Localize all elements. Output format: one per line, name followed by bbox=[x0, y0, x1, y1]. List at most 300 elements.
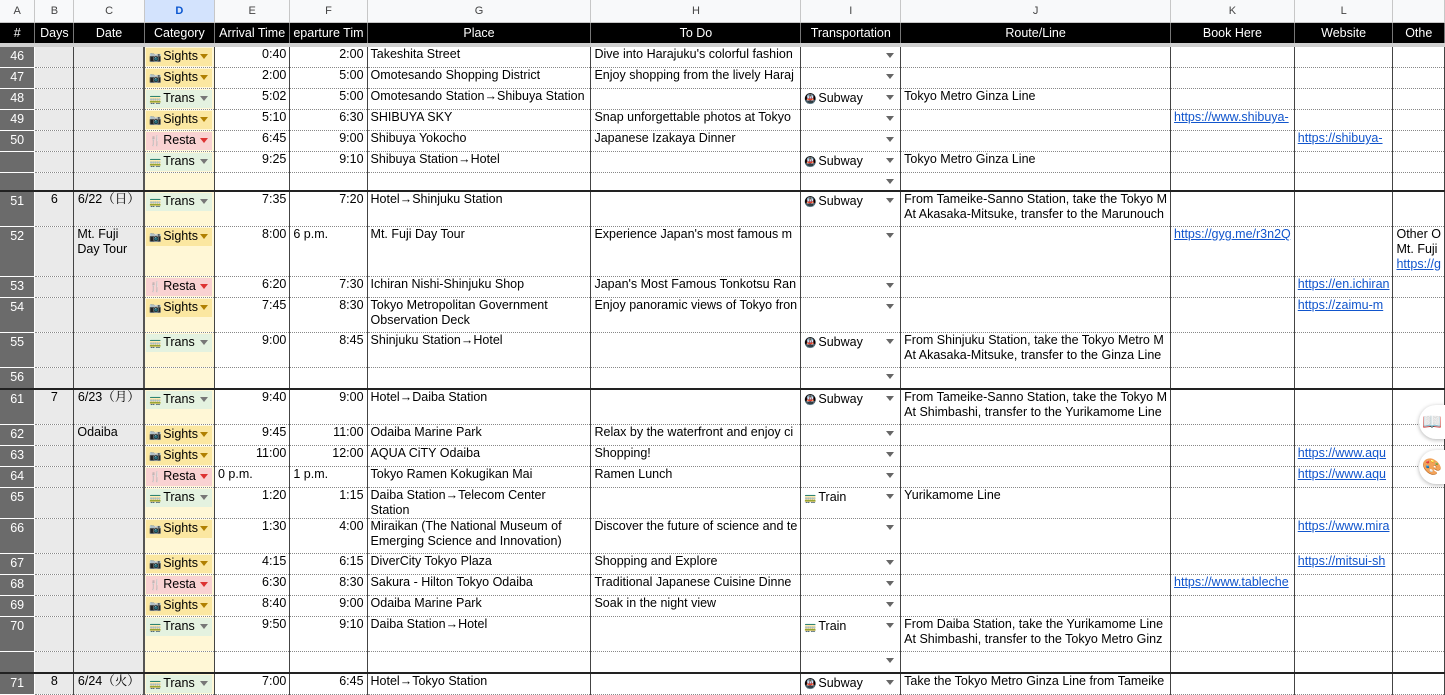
transportation-dropdown[interactable] bbox=[801, 596, 901, 617]
dropdown-arrow-icon[interactable] bbox=[886, 374, 894, 379]
departure-time-cell[interactable]: 9:00 bbox=[290, 389, 367, 425]
route-cell[interactable] bbox=[901, 488, 1171, 519]
other-cell[interactable] bbox=[1393, 110, 1445, 131]
todo-cell[interactable]: Relax by the waterfront and enjoy ci bbox=[591, 425, 801, 446]
category-chip[interactable] bbox=[146, 69, 212, 87]
departure-time-cell[interactable]: 7:20 bbox=[290, 191, 367, 227]
website-cell[interactable] bbox=[1294, 488, 1393, 519]
book-here-cell[interactable] bbox=[1171, 110, 1295, 131]
dropdown-arrow-icon[interactable] bbox=[200, 624, 208, 629]
transportation-dropdown[interactable] bbox=[801, 68, 901, 89]
departure-time-cell[interactable]: 5:00 bbox=[290, 68, 367, 89]
days-cell[interactable] bbox=[35, 446, 74, 467]
empty-cell[interactable] bbox=[367, 368, 591, 390]
category-chip[interactable] bbox=[146, 426, 212, 444]
empty-cell[interactable] bbox=[1393, 368, 1445, 390]
book-here-cell[interactable] bbox=[1171, 45, 1295, 68]
date-cell[interactable]: Mt. Fuji Day Tour bbox=[74, 227, 144, 277]
transportation-dropdown[interactable] bbox=[801, 277, 901, 298]
empty-cell[interactable] bbox=[1294, 652, 1393, 674]
category-dropdown[interactable] bbox=[144, 45, 214, 68]
dropdown-arrow-icon[interactable] bbox=[200, 284, 208, 289]
row-number[interactable]: 49 bbox=[0, 110, 35, 131]
column-header[interactable]: Transportation bbox=[801, 23, 901, 46]
book-here-cell[interactable] bbox=[1171, 425, 1295, 446]
other-cell[interactable] bbox=[1393, 673, 1445, 695]
days-cell[interactable] bbox=[35, 519, 74, 554]
route-cell[interactable] bbox=[901, 191, 1171, 227]
book-here-cell[interactable] bbox=[1171, 89, 1295, 110]
column-letter[interactable]: C bbox=[74, 0, 144, 23]
dropdown-arrow-icon[interactable] bbox=[886, 452, 894, 457]
empty-cell[interactable] bbox=[214, 173, 289, 192]
days-cell[interactable] bbox=[35, 596, 74, 617]
route-cell[interactable] bbox=[901, 110, 1171, 131]
book-here-cell[interactable] bbox=[1171, 152, 1295, 173]
website-link[interactable]: https://www.aqu bbox=[1297, 446, 1387, 460]
dropdown-arrow-icon[interactable] bbox=[886, 53, 894, 58]
todo-cell[interactable] bbox=[591, 617, 801, 652]
date-cell[interactable] bbox=[74, 110, 144, 131]
row-number[interactable]: 65 bbox=[0, 488, 35, 519]
website-cell[interactable] bbox=[1294, 191, 1393, 227]
days-cell[interactable]: 8 bbox=[35, 673, 74, 695]
todo-cell[interactable]: Shopping and Explore bbox=[591, 554, 801, 575]
arrival-time-cell[interactable]: 7:00 bbox=[214, 673, 289, 695]
empty-cell[interactable] bbox=[591, 652, 801, 674]
route-cell[interactable] bbox=[901, 596, 1171, 617]
column-letter[interactable]: J bbox=[901, 0, 1171, 23]
route-cell[interactable] bbox=[901, 673, 1171, 695]
row-number[interactable]: 68 bbox=[0, 575, 35, 596]
dropdown-arrow-icon[interactable] bbox=[886, 494, 894, 499]
category-chip[interactable] bbox=[146, 132, 212, 150]
place-cell[interactable]: Hotel→Tokyo Station bbox=[367, 673, 591, 695]
todo-cell[interactable] bbox=[591, 488, 801, 519]
dropdown-arrow-icon[interactable] bbox=[200, 432, 208, 437]
days-cell[interactable] bbox=[35, 131, 74, 152]
days-cell[interactable] bbox=[35, 368, 74, 390]
empty-cell[interactable] bbox=[1171, 173, 1295, 192]
column-header[interactable]: Days bbox=[35, 23, 74, 46]
category-chip[interactable] bbox=[146, 576, 212, 594]
transportation-dropdown[interactable] bbox=[801, 45, 901, 68]
category-chip[interactable] bbox=[146, 489, 212, 507]
route-cell[interactable] bbox=[901, 152, 1171, 173]
other-cell[interactable] bbox=[1393, 277, 1445, 298]
dropdown-arrow-icon[interactable] bbox=[200, 561, 208, 566]
empty-cell[interactable] bbox=[144, 173, 214, 192]
empty-cell[interactable] bbox=[901, 173, 1171, 192]
book-here-cell[interactable] bbox=[1171, 131, 1295, 152]
website-cell[interactable] bbox=[1294, 89, 1393, 110]
column-letter[interactable]: I bbox=[801, 0, 901, 23]
column-header[interactable]: eparture Tim bbox=[290, 23, 367, 46]
category-dropdown[interactable] bbox=[144, 277, 214, 298]
route-cell[interactable] bbox=[901, 277, 1171, 298]
column-letter[interactable]: H bbox=[591, 0, 801, 23]
empty-cell[interactable] bbox=[367, 652, 591, 674]
website-cell[interactable] bbox=[1294, 333, 1393, 368]
route-cell[interactable] bbox=[901, 575, 1171, 596]
days-cell[interactable] bbox=[35, 575, 74, 596]
departure-time-cell[interactable]: 8:30 bbox=[290, 298, 367, 333]
other-cell[interactable] bbox=[1393, 596, 1445, 617]
empty-cell[interactable] bbox=[1171, 368, 1295, 390]
row-number[interactable]: 67 bbox=[0, 554, 35, 575]
row-number[interactable]: 62 bbox=[0, 425, 35, 446]
website-cell[interactable] bbox=[1294, 425, 1393, 446]
arrival-time-cell[interactable]: 2:00 bbox=[214, 68, 289, 89]
other-cell[interactable] bbox=[1393, 191, 1445, 227]
arrival-time-cell[interactable]: 11:00 bbox=[214, 446, 289, 467]
book-here-cell[interactable] bbox=[1171, 227, 1295, 277]
empty-cell[interactable] bbox=[801, 652, 901, 674]
other-cell[interactable] bbox=[1393, 131, 1445, 152]
website-cell[interactable] bbox=[1294, 519, 1393, 554]
arrival-time-cell[interactable]: 1:30 bbox=[214, 519, 289, 554]
place-cell[interactable]: SHIBUYA SKY bbox=[367, 110, 591, 131]
transportation-dropdown[interactable] bbox=[801, 617, 901, 652]
transportation-dropdown[interactable] bbox=[801, 575, 901, 596]
dropdown-arrow-icon[interactable] bbox=[200, 305, 208, 310]
transportation-dropdown[interactable] bbox=[801, 446, 901, 467]
date-cell[interactable] bbox=[74, 277, 144, 298]
date-cell[interactable] bbox=[74, 333, 144, 368]
category-chip[interactable] bbox=[146, 111, 212, 129]
days-cell[interactable]: 7 bbox=[35, 389, 74, 425]
website-link[interactable]: https://zaimu-m bbox=[1297, 298, 1384, 312]
days-cell[interactable] bbox=[35, 277, 74, 298]
category-dropdown[interactable] bbox=[144, 298, 214, 333]
dropdown-arrow-icon[interactable] bbox=[886, 95, 894, 100]
empty-cell[interactable] bbox=[290, 368, 367, 390]
other-cell[interactable] bbox=[1393, 333, 1445, 368]
transportation-dropdown[interactable] bbox=[801, 467, 901, 488]
arrival-time-cell[interactable]: 9:50 bbox=[214, 617, 289, 652]
todo-cell[interactable]: Enjoy shopping from the lively Haraj bbox=[591, 68, 801, 89]
date-cell[interactable] bbox=[74, 68, 144, 89]
days-cell[interactable] bbox=[35, 173, 74, 192]
column-letter[interactable]: G bbox=[367, 0, 591, 23]
dropdown-arrow-icon[interactable] bbox=[200, 495, 208, 500]
other-cell[interactable] bbox=[1393, 519, 1445, 554]
transportation-dropdown[interactable] bbox=[801, 425, 901, 446]
category-dropdown[interactable] bbox=[144, 617, 214, 652]
empty-cell[interactable] bbox=[901, 652, 1171, 674]
days-cell[interactable] bbox=[35, 89, 74, 110]
category-chip[interactable] bbox=[146, 334, 212, 352]
place-cell[interactable]: Ichiran Nishi-Shinjuku Shop bbox=[367, 277, 591, 298]
category-dropdown[interactable] bbox=[144, 131, 214, 152]
arrival-time-cell[interactable]: 9:25 bbox=[214, 152, 289, 173]
date-cell[interactable]: 6/24（火） bbox=[74, 673, 144, 695]
website-cell[interactable] bbox=[1294, 446, 1393, 467]
date-cell[interactable] bbox=[74, 575, 144, 596]
route-cell[interactable] bbox=[901, 227, 1171, 277]
days-cell[interactable] bbox=[35, 467, 74, 488]
days-cell[interactable] bbox=[35, 45, 74, 68]
empty-cell[interactable] bbox=[801, 368, 901, 390]
departure-time-cell[interactable]: 11:00 bbox=[290, 425, 367, 446]
dropdown-arrow-icon[interactable] bbox=[886, 525, 894, 530]
place-cell[interactable]: Shibuya Station→Hotel bbox=[367, 152, 591, 173]
departure-time-cell[interactable]: 9:00 bbox=[290, 131, 367, 152]
category-dropdown[interactable] bbox=[144, 596, 214, 617]
todo-cell[interactable] bbox=[591, 89, 801, 110]
dropdown-arrow-icon[interactable] bbox=[200, 96, 208, 101]
book-here-cell[interactable] bbox=[1171, 617, 1295, 652]
other-cell[interactable] bbox=[1393, 488, 1445, 519]
row-number[interactable]: 69 bbox=[0, 596, 35, 617]
dropdown-arrow-icon[interactable] bbox=[886, 339, 894, 344]
website-cell[interactable] bbox=[1294, 554, 1393, 575]
todo-cell[interactable]: Discover the future of science and te bbox=[591, 519, 801, 554]
column-header[interactable]: Category bbox=[144, 23, 214, 46]
dropdown-arrow-icon[interactable] bbox=[200, 159, 208, 164]
empty-cell[interactable] bbox=[901, 368, 1171, 390]
dropdown-arrow-icon[interactable] bbox=[886, 304, 894, 309]
other-cell[interactable] bbox=[1393, 227, 1445, 277]
row-number[interactable] bbox=[0, 652, 35, 674]
place-cell[interactable]: Mt. Fuji Day Tour bbox=[367, 227, 591, 277]
dropdown-arrow-icon[interactable] bbox=[200, 199, 208, 204]
dropdown-arrow-icon[interactable] bbox=[200, 582, 208, 587]
arrival-time-cell[interactable]: 9:00 bbox=[214, 333, 289, 368]
category-chip[interactable] bbox=[146, 447, 212, 465]
other-cell[interactable] bbox=[1393, 575, 1445, 596]
website-link[interactable]: https://mitsui-sh bbox=[1297, 554, 1386, 568]
place-cell[interactable]: Daiba Station→Telecom Center Station bbox=[367, 488, 591, 519]
days-cell[interactable] bbox=[35, 617, 74, 652]
route-cell[interactable] bbox=[901, 617, 1171, 652]
dropdown-arrow-icon[interactable] bbox=[886, 158, 894, 163]
row-number[interactable]: 56 bbox=[0, 368, 35, 390]
departure-time-cell[interactable]: 8:45 bbox=[290, 333, 367, 368]
column-header[interactable]: Othe bbox=[1393, 23, 1445, 46]
todo-cell[interactable] bbox=[591, 191, 801, 227]
dropdown-arrow-icon[interactable] bbox=[886, 396, 894, 401]
dropdown-arrow-icon[interactable] bbox=[886, 137, 894, 142]
departure-time-cell[interactable]: 6:30 bbox=[290, 110, 367, 131]
dropdown-arrow-icon[interactable] bbox=[886, 602, 894, 607]
website-cell[interactable] bbox=[1294, 389, 1393, 425]
book-here-cell[interactable] bbox=[1171, 277, 1295, 298]
date-cell[interactable] bbox=[74, 652, 144, 674]
date-cell[interactable] bbox=[74, 298, 144, 333]
row-number[interactable]: 52 bbox=[0, 227, 35, 277]
place-cell[interactable]: Sakura - Hilton Tokyo Odaiba bbox=[367, 575, 591, 596]
empty-cell[interactable] bbox=[144, 652, 214, 674]
date-cell[interactable] bbox=[74, 596, 144, 617]
column-header[interactable]: Place bbox=[367, 23, 591, 46]
date-cell[interactable] bbox=[74, 368, 144, 390]
dropdown-arrow-icon[interactable] bbox=[200, 75, 208, 80]
booking-link[interactable]: https://www.shibuya- bbox=[1174, 110, 1289, 124]
category-chip[interactable] bbox=[146, 48, 212, 66]
arrival-time-cell[interactable]: 7:45 bbox=[214, 298, 289, 333]
row-number[interactable]: 51 bbox=[0, 191, 35, 227]
empty-cell[interactable] bbox=[1294, 368, 1393, 390]
todo-cell[interactable]: Experience Japan's most famous m bbox=[591, 227, 801, 277]
website-cell[interactable] bbox=[1294, 596, 1393, 617]
place-cell[interactable]: Omotesando Shopping District bbox=[367, 68, 591, 89]
book-here-cell[interactable] bbox=[1171, 68, 1295, 89]
website-cell[interactable] bbox=[1294, 617, 1393, 652]
category-dropdown[interactable] bbox=[144, 554, 214, 575]
departure-time-cell[interactable]: 9:10 bbox=[290, 152, 367, 173]
place-cell[interactable]: Hotel→Daiba Station bbox=[367, 389, 591, 425]
column-header[interactable]: To Do bbox=[591, 23, 801, 46]
route-cell[interactable] bbox=[901, 45, 1171, 68]
empty-cell[interactable] bbox=[214, 652, 289, 674]
category-dropdown[interactable] bbox=[144, 425, 214, 446]
notebook-icon[interactable]: 📖 bbox=[1419, 405, 1445, 439]
website-link[interactable]: https://en.ichiran bbox=[1297, 277, 1390, 291]
category-chip[interactable] bbox=[146, 90, 212, 108]
place-cell[interactable]: Odaiba Marine Park bbox=[367, 596, 591, 617]
place-cell[interactable]: Shinjuku Station→Hotel bbox=[367, 333, 591, 368]
row-number[interactable]: 70 bbox=[0, 617, 35, 652]
route-cell[interactable] bbox=[901, 446, 1171, 467]
website-cell[interactable] bbox=[1294, 152, 1393, 173]
category-chip[interactable] bbox=[146, 299, 212, 317]
column-header[interactable]: Route/Line bbox=[901, 23, 1171, 46]
date-cell[interactable] bbox=[74, 446, 144, 467]
row-number[interactable]: 47 bbox=[0, 68, 35, 89]
category-dropdown[interactable] bbox=[144, 110, 214, 131]
transportation-dropdown[interactable] bbox=[801, 152, 901, 173]
category-dropdown[interactable] bbox=[144, 152, 214, 173]
category-dropdown[interactable] bbox=[144, 446, 214, 467]
column-letter[interactable]: K bbox=[1171, 0, 1295, 23]
book-here-cell[interactable] bbox=[1171, 191, 1295, 227]
route-cell[interactable] bbox=[901, 467, 1171, 488]
empty-cell[interactable] bbox=[367, 173, 591, 192]
arrival-time-cell[interactable]: 5:02 bbox=[214, 89, 289, 110]
column-header[interactable]: Book Here bbox=[1171, 23, 1295, 46]
category-dropdown[interactable] bbox=[144, 389, 214, 425]
category-chip[interactable] bbox=[146, 153, 212, 171]
arrival-time-cell[interactable]: 4:15 bbox=[214, 554, 289, 575]
arrival-time-cell[interactable]: 0:40 bbox=[214, 45, 289, 68]
date-cell[interactable] bbox=[74, 152, 144, 173]
column-letter[interactable]: F bbox=[290, 0, 367, 23]
departure-time-cell[interactable]: 1 p.m. bbox=[290, 467, 367, 488]
dropdown-arrow-icon[interactable] bbox=[200, 54, 208, 59]
book-here-cell[interactable] bbox=[1171, 596, 1295, 617]
book-here-cell[interactable] bbox=[1171, 446, 1295, 467]
place-cell[interactable]: Odaiba Marine Park bbox=[367, 425, 591, 446]
todo-cell[interactable]: Snap unforgettable photos at Tokyo bbox=[591, 110, 801, 131]
column-header[interactable]: Website bbox=[1294, 23, 1393, 46]
transportation-dropdown[interactable] bbox=[801, 227, 901, 277]
transportation-dropdown[interactable] bbox=[801, 554, 901, 575]
todo-cell[interactable] bbox=[591, 673, 801, 695]
column-letter[interactable]: D bbox=[144, 0, 214, 23]
route-cell[interactable] bbox=[901, 298, 1171, 333]
transportation-dropdown[interactable] bbox=[801, 89, 901, 110]
category-dropdown[interactable] bbox=[144, 89, 214, 110]
arrival-time-cell[interactable]: 5:10 bbox=[214, 110, 289, 131]
dropdown-arrow-icon[interactable] bbox=[886, 431, 894, 436]
place-cell[interactable]: Tokyo Ramen Kokugikan Mai bbox=[367, 467, 591, 488]
dropdown-arrow-icon[interactable] bbox=[200, 234, 208, 239]
website-link[interactable]: https://www.aqu bbox=[1297, 467, 1387, 481]
date-cell[interactable] bbox=[74, 488, 144, 519]
column-letter[interactable] bbox=[1393, 0, 1445, 23]
departure-time-cell[interactable]: 5:00 bbox=[290, 89, 367, 110]
row-number[interactable]: 55 bbox=[0, 333, 35, 368]
row-number[interactable]: 61 bbox=[0, 389, 35, 425]
website-link[interactable]: https://shibuya- bbox=[1297, 131, 1383, 145]
row-number[interactable]: 50 bbox=[0, 131, 35, 152]
website-cell[interactable] bbox=[1294, 467, 1393, 488]
arrival-time-cell[interactable]: 9:40 bbox=[214, 389, 289, 425]
website-cell[interactable] bbox=[1294, 298, 1393, 333]
place-cell[interactable]: AQUA CiTY Odaiba bbox=[367, 446, 591, 467]
dropdown-arrow-icon[interactable] bbox=[886, 581, 894, 586]
transportation-dropdown[interactable] bbox=[801, 131, 901, 152]
category-chip[interactable] bbox=[146, 228, 212, 246]
departure-time-cell[interactable]: 6 p.m. bbox=[290, 227, 367, 277]
todo-cell[interactable]: Shopping! bbox=[591, 446, 801, 467]
todo-cell[interactable]: Enjoy panoramic views of Tokyo fron bbox=[591, 298, 801, 333]
row-number[interactable]: 66 bbox=[0, 519, 35, 554]
other-cell[interactable] bbox=[1393, 152, 1445, 173]
row-number[interactable]: 64 bbox=[0, 467, 35, 488]
empty-cell[interactable] bbox=[1171, 652, 1295, 674]
category-chip[interactable] bbox=[146, 555, 212, 573]
category-dropdown[interactable] bbox=[144, 227, 214, 277]
book-here-cell[interactable] bbox=[1171, 519, 1295, 554]
date-cell[interactable] bbox=[74, 45, 144, 68]
website-cell[interactable] bbox=[1294, 227, 1393, 277]
departure-time-cell[interactable]: 9:00 bbox=[290, 596, 367, 617]
route-cell[interactable] bbox=[901, 89, 1171, 110]
column-letter[interactable]: A bbox=[0, 0, 35, 23]
row-number[interactable]: 48 bbox=[0, 89, 35, 110]
other-cell[interactable] bbox=[1393, 617, 1445, 652]
route-cell[interactable] bbox=[901, 554, 1171, 575]
category-chip[interactable] bbox=[146, 618, 212, 636]
todo-cell[interactable] bbox=[591, 333, 801, 368]
website-cell[interactable] bbox=[1294, 68, 1393, 89]
category-dropdown[interactable] bbox=[144, 467, 214, 488]
category-chip[interactable] bbox=[146, 520, 212, 538]
empty-cell[interactable] bbox=[290, 173, 367, 192]
column-letter[interactable]: E bbox=[214, 0, 289, 23]
category-chip[interactable] bbox=[146, 193, 212, 211]
category-chip[interactable] bbox=[146, 468, 212, 486]
date-cell[interactable] bbox=[74, 89, 144, 110]
category-chip[interactable] bbox=[146, 597, 212, 615]
book-here-cell[interactable] bbox=[1171, 575, 1295, 596]
dropdown-arrow-icon[interactable] bbox=[886, 473, 894, 478]
days-cell[interactable] bbox=[35, 152, 74, 173]
book-here-cell[interactable] bbox=[1171, 467, 1295, 488]
date-cell[interactable]: 6/23（月） bbox=[74, 389, 144, 425]
transportation-dropdown[interactable] bbox=[801, 298, 901, 333]
empty-cell[interactable] bbox=[1393, 652, 1445, 674]
booking-link[interactable]: https://www.tableche bbox=[1174, 575, 1289, 589]
transportation-dropdown[interactable] bbox=[801, 673, 901, 695]
departure-time-cell[interactable]: 8:30 bbox=[290, 575, 367, 596]
row-number[interactable] bbox=[0, 173, 35, 192]
days-cell[interactable] bbox=[35, 298, 74, 333]
place-cell[interactable]: Shibuya Yokocho bbox=[367, 131, 591, 152]
dropdown-arrow-icon[interactable] bbox=[200, 340, 208, 345]
